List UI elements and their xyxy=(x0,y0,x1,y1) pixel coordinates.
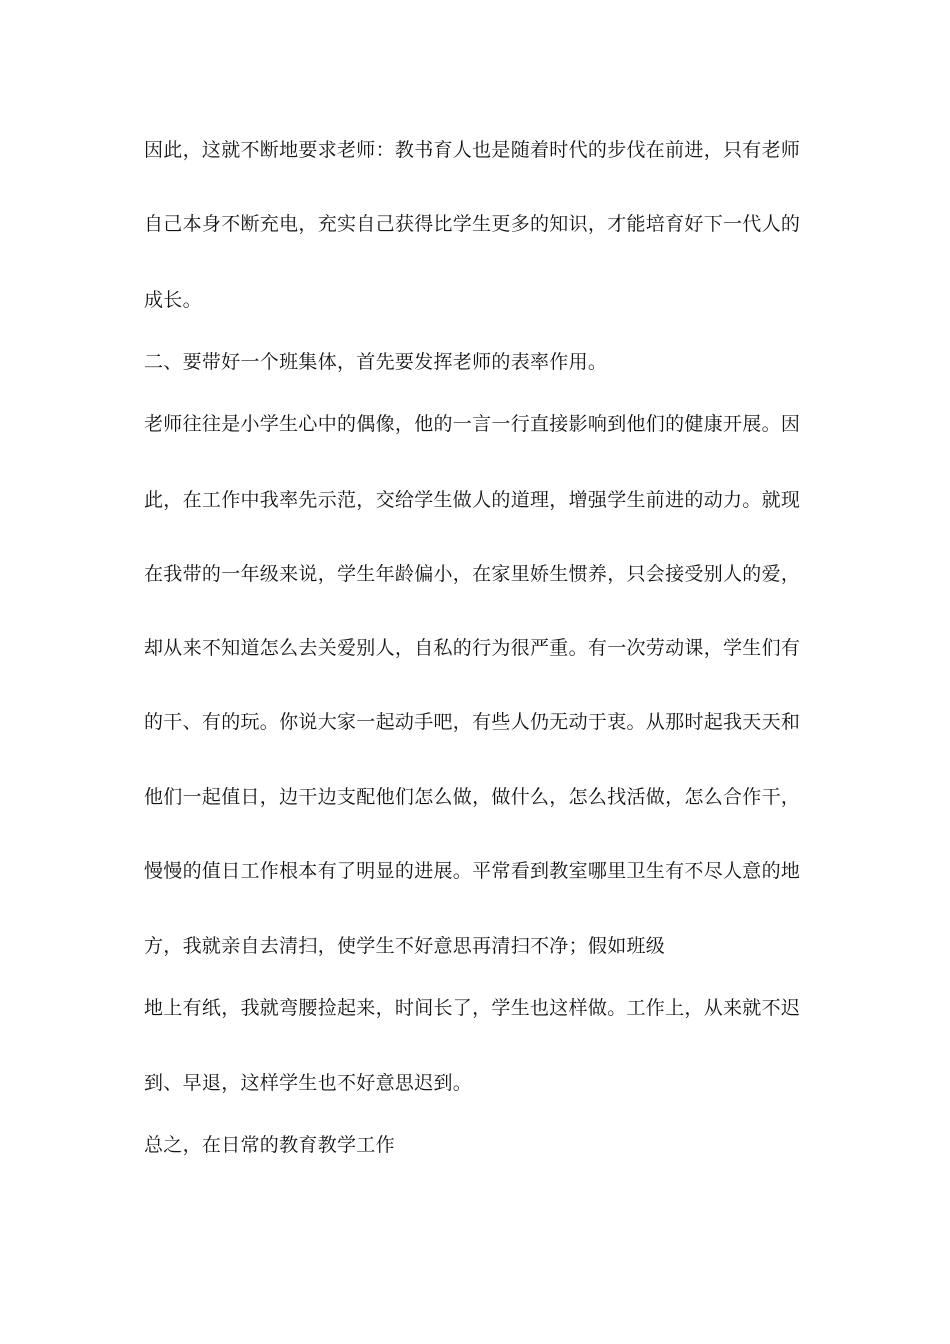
text-line: 的干、有的玩。你说大家一起动手吧，有些人仍无动于衷。从那时起我天天和 xyxy=(144,711,801,733)
text-line: 方，我就亲自去清扫，使学生不好意思再清扫不净；假如班级 xyxy=(144,935,666,957)
text-line: 他们一起值日，边干边支配他们怎么做，做什么，怎么找活做，怎么合作干， xyxy=(144,786,801,808)
text-line: 因此，这就不断地要求老师：教书育人也是随着时代的步伐在前进，只有老师 xyxy=(144,139,801,161)
text-line: 老师往往是小学生心中的偶像，他的一言一行直接影响到他们的健康开展。因 xyxy=(144,413,801,435)
text-line: 慢慢的值日工作根本有了明显的进展。平常看到教室哪里卫生有不尽人意的地 xyxy=(144,860,801,882)
text-line: 地上有纸，我就弯腰捡起来，时间长了，学生也这样做。工作上，从来就不迟 xyxy=(144,997,801,1019)
text-line: 总之，在日常的教育教学工作 xyxy=(144,1134,395,1156)
text-line: 到、早退，这样学生也不好意思迟到。 xyxy=(144,1072,473,1094)
text-line: 此，在工作中我率先示范，交给学生做人的道理，增强学生前进的动力。就现 xyxy=(144,489,801,511)
section-heading: 二、要带好一个班集体，首先要发挥老师的表率作用。 xyxy=(144,351,608,373)
text-line: 在我带的一年级来说，学生年龄偏小，在家里娇生惯养，只会接受别人的爱， xyxy=(144,563,801,585)
text-line: 自己本身不断充电，充实自己获得比学生更多的知识，才能培育好下一代人的 xyxy=(144,213,801,235)
text-line: 却从来不知道怎么去关爱别人，自私的行为很严重。有一次劳动课，学生们有 xyxy=(144,637,801,659)
text-line: 成长。 xyxy=(144,289,202,311)
